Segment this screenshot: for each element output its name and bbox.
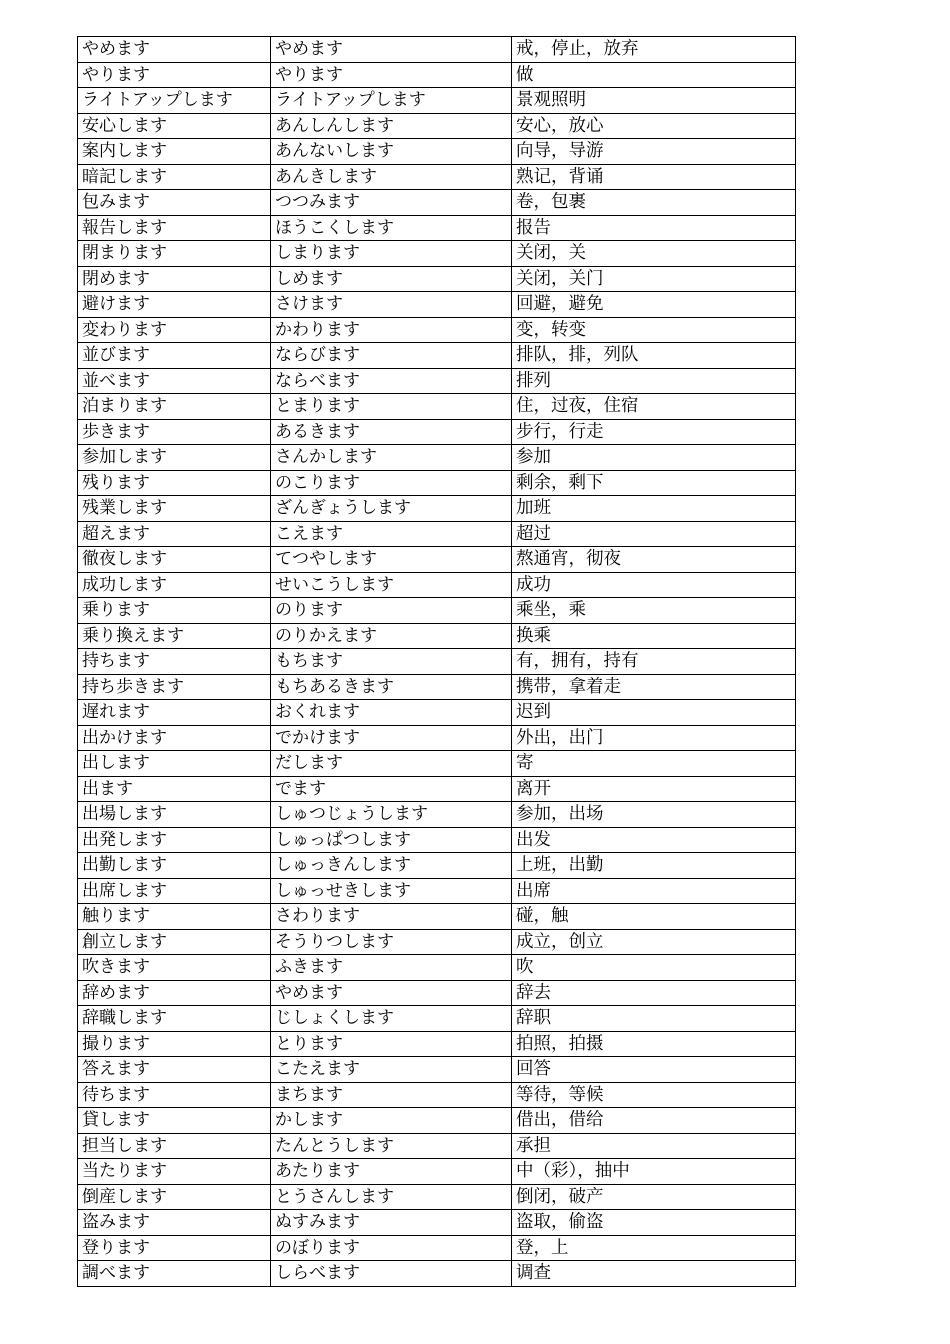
meaning-cell: 住，过夜，住宿 (512, 394, 796, 420)
reading-cell: もちあるきます (271, 674, 512, 700)
table-row (78, 674, 796, 700)
vocabulary-table-body (78, 37, 796, 1287)
table-row (78, 1082, 796, 1108)
table-row (78, 700, 796, 726)
table-row (78, 139, 796, 165)
table-row (78, 521, 796, 547)
table-row (78, 419, 796, 445)
meaning-cell: 加班 (512, 496, 796, 522)
reading-cell: しゅつじょうします (271, 802, 512, 828)
word-cell: 参加します (78, 445, 271, 471)
meaning-cell: 有，拥有，持有 (512, 649, 796, 675)
table-row (78, 241, 796, 267)
reading-cell: ぬすみます (271, 1210, 512, 1236)
meaning-cell: 辞去 (512, 980, 796, 1006)
table-row (78, 649, 796, 675)
word-cell: 登ります (78, 1235, 271, 1261)
reading-cell: ふきます (271, 955, 512, 981)
reading-cell: しらべます (271, 1261, 512, 1287)
reading-cell: たんとうします (271, 1133, 512, 1159)
meaning-cell: 景观照明 (512, 88, 796, 114)
reading-cell: あんないします (271, 139, 512, 165)
table-row (78, 266, 796, 292)
table-row (78, 929, 796, 955)
meaning-cell: 吹 (512, 955, 796, 981)
word-cell: 貸します (78, 1108, 271, 1134)
table-row (78, 164, 796, 190)
table-row (78, 725, 796, 751)
table-row (78, 317, 796, 343)
word-cell: 答えます (78, 1057, 271, 1083)
word-cell: やめます (78, 37, 271, 63)
word-cell: 辞めます (78, 980, 271, 1006)
meaning-cell: 戒，停止，放弃 (512, 37, 796, 63)
reading-cell: のぼります (271, 1235, 512, 1261)
table-row (78, 1261, 796, 1287)
word-cell: 変わります (78, 317, 271, 343)
table-row (78, 368, 796, 394)
meaning-cell: 熬通宵，彻夜 (512, 547, 796, 573)
table-row (78, 802, 796, 828)
reading-cell: てつやします (271, 547, 512, 573)
word-cell: 辞職します (78, 1006, 271, 1032)
reading-cell: おくれます (271, 700, 512, 726)
word-cell: 持ちます (78, 649, 271, 675)
table-row (78, 1031, 796, 1057)
meaning-cell: 借出，借给 (512, 1108, 796, 1134)
reading-cell: しまります (271, 241, 512, 267)
word-cell: 出場します (78, 802, 271, 828)
reading-cell: つつみます (271, 190, 512, 216)
meaning-cell: 乘坐，乘 (512, 598, 796, 624)
meaning-cell: 调查 (512, 1261, 796, 1287)
reading-cell: あたります (271, 1159, 512, 1185)
reading-cell: まちます (271, 1082, 512, 1108)
meaning-cell: 超过 (512, 521, 796, 547)
word-cell: 出します (78, 751, 271, 777)
reading-cell: のりかえます (271, 623, 512, 649)
table-row (78, 878, 796, 904)
meaning-cell: 回答 (512, 1057, 796, 1083)
meaning-cell: 外出，出门 (512, 725, 796, 751)
meaning-cell: 向导，导游 (512, 139, 796, 165)
table-row (78, 1057, 796, 1083)
table-row (78, 1108, 796, 1134)
meaning-cell: 登，上 (512, 1235, 796, 1261)
word-cell: 当たります (78, 1159, 271, 1185)
word-cell: 避けます (78, 292, 271, 318)
meaning-cell: 步行，行走 (512, 419, 796, 445)
reading-cell: かします (271, 1108, 512, 1134)
meaning-cell: 排列 (512, 368, 796, 394)
meaning-cell: 熟记，背诵 (512, 164, 796, 190)
table-row (78, 394, 796, 420)
table-row (78, 853, 796, 879)
table-row (78, 88, 796, 114)
reading-cell: そうりつします (271, 929, 512, 955)
reading-cell: あんしんします (271, 113, 512, 139)
meaning-cell: 参加 (512, 445, 796, 471)
word-cell: 持ち歩きます (78, 674, 271, 700)
word-cell: 安心します (78, 113, 271, 139)
reading-cell: ほうこくします (271, 215, 512, 241)
reading-cell: でかけます (271, 725, 512, 751)
word-cell: 暗記します (78, 164, 271, 190)
meaning-cell: 盗取，偷盗 (512, 1210, 796, 1236)
reading-cell: のります (271, 598, 512, 624)
word-cell: 乗ります (78, 598, 271, 624)
word-cell: 並びます (78, 343, 271, 369)
table-row (78, 1133, 796, 1159)
reading-cell: のこります (271, 470, 512, 496)
reading-cell: しめます (271, 266, 512, 292)
word-cell: 触ります (78, 904, 271, 930)
meaning-cell: 上班，出勤 (512, 853, 796, 879)
meaning-cell: 排队，排，列队 (512, 343, 796, 369)
reading-cell: ざんぎょうします (271, 496, 512, 522)
table-row (78, 1159, 796, 1185)
vocabulary-table (77, 36, 796, 1287)
reading-cell: とうさんします (271, 1184, 512, 1210)
word-cell: 残業します (78, 496, 271, 522)
table-row (78, 827, 796, 853)
meaning-cell: 参加，出场 (512, 802, 796, 828)
table-row (78, 955, 796, 981)
meaning-cell: 出席 (512, 878, 796, 904)
table-row (78, 343, 796, 369)
reading-cell: やめます (271, 980, 512, 1006)
table-row (78, 1235, 796, 1261)
word-cell: 出席します (78, 878, 271, 904)
word-cell: 包みます (78, 190, 271, 216)
meaning-cell: 换乘 (512, 623, 796, 649)
word-cell: 出発します (78, 827, 271, 853)
table-row (78, 1006, 796, 1032)
table-row (78, 598, 796, 624)
table-row (78, 623, 796, 649)
table-row (78, 776, 796, 802)
meaning-cell: 等待，等候 (512, 1082, 796, 1108)
meaning-cell: 成立，创立 (512, 929, 796, 955)
reading-cell: こえます (271, 521, 512, 547)
word-cell: 吹きます (78, 955, 271, 981)
word-cell: 撮ります (78, 1031, 271, 1057)
meaning-cell: 剩余，剩下 (512, 470, 796, 496)
word-cell: 創立します (78, 929, 271, 955)
meaning-cell: 携带，拿着走 (512, 674, 796, 700)
table-row (78, 547, 796, 573)
reading-cell: せいこうします (271, 572, 512, 598)
meaning-cell: 关闭，关门 (512, 266, 796, 292)
word-cell: 超えます (78, 521, 271, 547)
meaning-cell: 卷，包裹 (512, 190, 796, 216)
word-cell: 乗り換えます (78, 623, 271, 649)
word-cell: 泊まります (78, 394, 271, 420)
meaning-cell: 拍照，拍摄 (512, 1031, 796, 1057)
reading-cell: しゅっぱつします (271, 827, 512, 853)
reading-cell: とまります (271, 394, 512, 420)
reading-cell: ならべます (271, 368, 512, 394)
reading-cell: しゅっせきします (271, 878, 512, 904)
word-cell: 徹夜します (78, 547, 271, 573)
word-cell: 調べます (78, 1261, 271, 1287)
word-cell: 成功します (78, 572, 271, 598)
meaning-cell: 报告 (512, 215, 796, 241)
reading-cell: さけます (271, 292, 512, 318)
reading-cell: ならびます (271, 343, 512, 369)
reading-cell: とります (271, 1031, 512, 1057)
reading-cell: あるきます (271, 419, 512, 445)
word-cell: 閉まります (78, 241, 271, 267)
meaning-cell: 成功 (512, 572, 796, 598)
reading-cell: さわります (271, 904, 512, 930)
word-cell: 盗みます (78, 1210, 271, 1236)
table-row (78, 572, 796, 598)
reading-cell: かわります (271, 317, 512, 343)
reading-cell: やめます (271, 37, 512, 63)
table-row (78, 470, 796, 496)
reading-cell: しゅっきんします (271, 853, 512, 879)
table-row (78, 496, 796, 522)
table-row (78, 215, 796, 241)
meaning-cell: 关闭，关 (512, 241, 796, 267)
word-cell: 並べます (78, 368, 271, 394)
meaning-cell: 做 (512, 62, 796, 88)
reading-cell: でます (271, 776, 512, 802)
meaning-cell: 碰，触 (512, 904, 796, 930)
word-cell: 遅れます (78, 700, 271, 726)
meaning-cell: 回避，避免 (512, 292, 796, 318)
table-row (78, 292, 796, 318)
meaning-cell: 安心，放心 (512, 113, 796, 139)
table-row (78, 62, 796, 88)
meaning-cell: 寄 (512, 751, 796, 777)
meaning-cell: 变，转变 (512, 317, 796, 343)
meaning-cell: 承担 (512, 1133, 796, 1159)
word-cell: 担当します (78, 1133, 271, 1159)
meaning-cell: 辞职 (512, 1006, 796, 1032)
table-row (78, 904, 796, 930)
word-cell: 閉めます (78, 266, 271, 292)
table-row (78, 980, 796, 1006)
word-cell: 報告します (78, 215, 271, 241)
table-row (78, 751, 796, 777)
table-row (78, 445, 796, 471)
word-cell: 待ちます (78, 1082, 271, 1108)
table-row (78, 1210, 796, 1236)
word-cell: 出勤します (78, 853, 271, 879)
reading-cell: あんきします (271, 164, 512, 190)
reading-cell: もちます (271, 649, 512, 675)
reading-cell: さんかします (271, 445, 512, 471)
word-cell: 出ます (78, 776, 271, 802)
reading-cell: こたえます (271, 1057, 512, 1083)
word-cell: やります (78, 62, 271, 88)
reading-cell: じしょくします (271, 1006, 512, 1032)
table-row (78, 190, 796, 216)
meaning-cell: 倒闭，破产 (512, 1184, 796, 1210)
word-cell: 歩きます (78, 419, 271, 445)
meaning-cell: 中（彩），抽中 (512, 1159, 796, 1185)
word-cell: 出かけます (78, 725, 271, 751)
reading-cell: だします (271, 751, 512, 777)
word-cell: ライトアップします (78, 88, 271, 114)
table-row (78, 113, 796, 139)
table-row (78, 1184, 796, 1210)
meaning-cell: 出发 (512, 827, 796, 853)
reading-cell: やります (271, 62, 512, 88)
meaning-cell: 迟到 (512, 700, 796, 726)
word-cell: 残ります (78, 470, 271, 496)
word-cell: 倒産します (78, 1184, 271, 1210)
reading-cell: ライトアップします (271, 88, 512, 114)
meaning-cell: 离开 (512, 776, 796, 802)
word-cell: 案内します (78, 139, 271, 165)
table-row (78, 37, 796, 63)
